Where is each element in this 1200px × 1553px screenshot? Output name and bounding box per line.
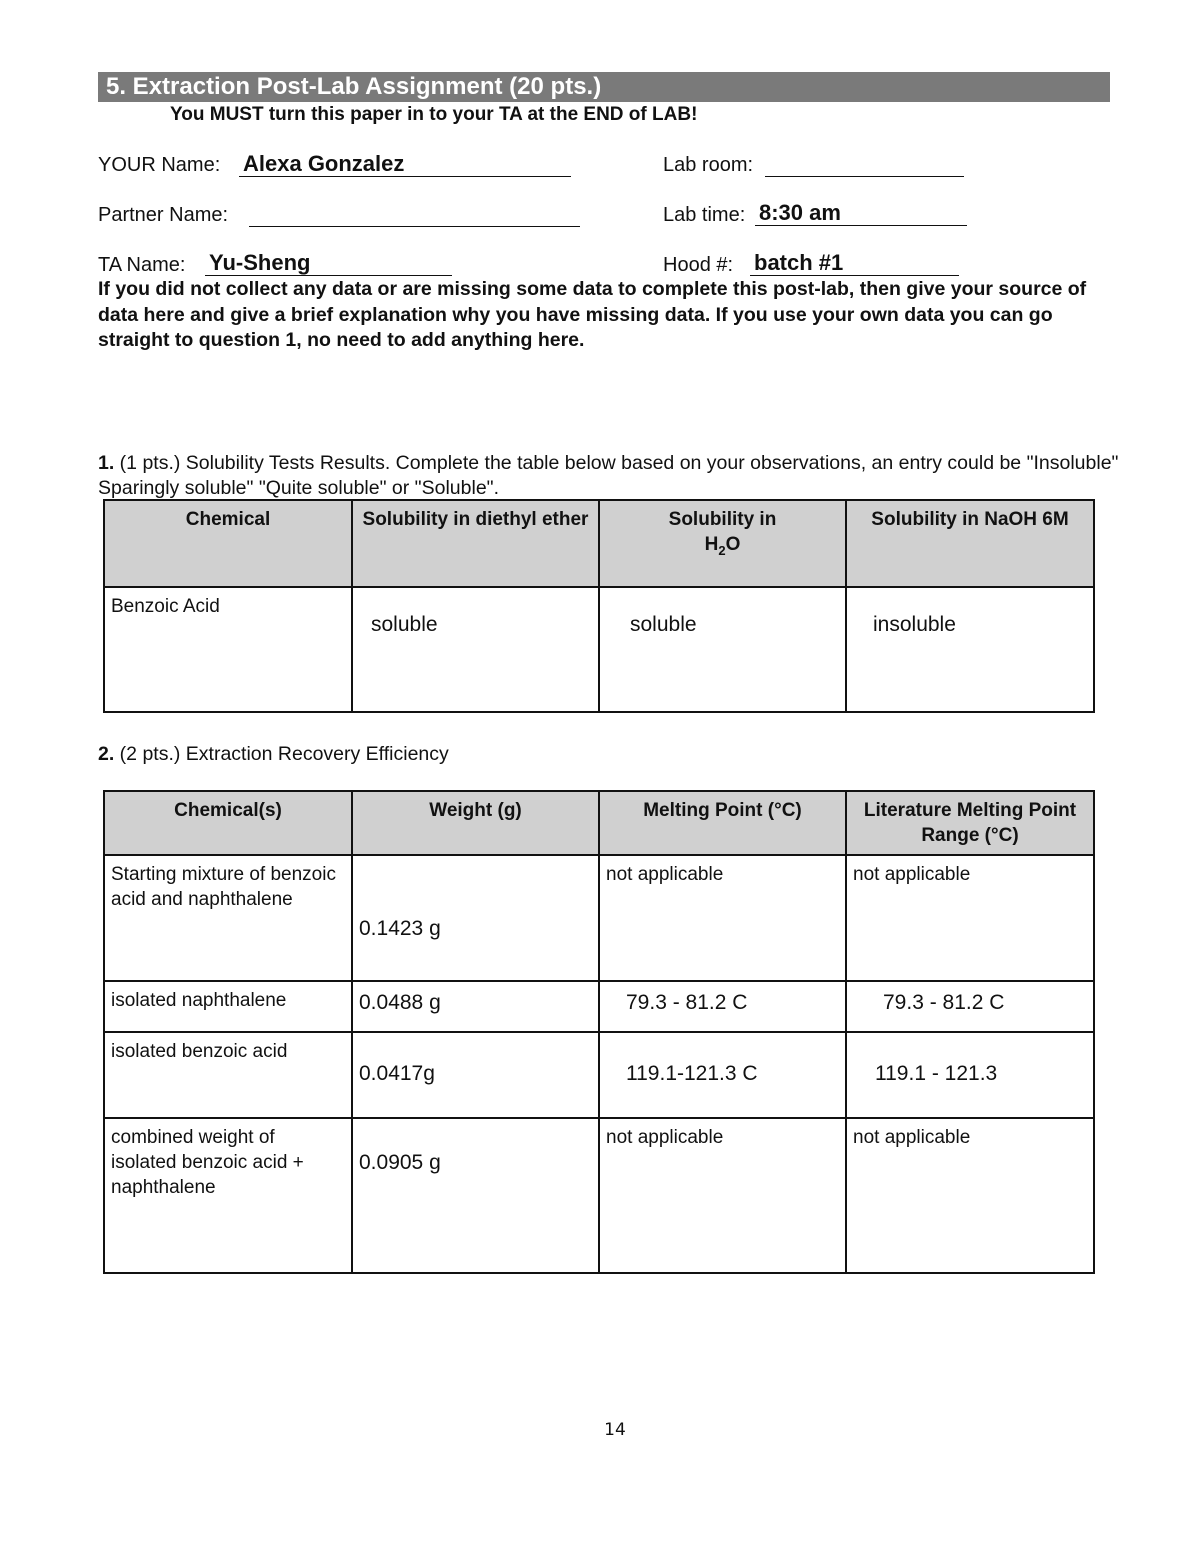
- mp-cell[interactable]: [599, 981, 846, 1032]
- question-1-text: (1 pts.) Solubility Tests Results. Complete the table below based on your observations, an entry could be "Insoluble" Sparingly soluble" "Quite soluble" or "Soluble".: [98, 452, 1119, 499]
- lit-cell: not applicable: [846, 855, 1094, 981]
- lab-room-field[interactable]: [765, 152, 964, 177]
- weight-value: 0.1423 g: [359, 917, 441, 940]
- page-title: 5. Extraction Post-Lab Assignment (20 pts.): [98, 72, 1110, 102]
- hood-field[interactable]: batch #1: [750, 251, 959, 276]
- col-header-naoh: Solubility in NaOH 6M: [846, 500, 1094, 587]
- ta-name-label: TA Name:: [98, 254, 186, 276]
- question-2: [98, 742, 449, 767]
- lit-value: 119.1 - 121.3: [875, 1062, 998, 1085]
- water-header-label: Solubility in: [668, 509, 777, 530]
- naoh-value: insoluble: [873, 613, 956, 636]
- mp-value: 119.1-121.3 C: [626, 1062, 758, 1085]
- weight-value: 0.0417g: [359, 1062, 435, 1085]
- solubility-header-row: [104, 500, 1094, 587]
- mp-cell: not applicable: [599, 855, 846, 981]
- turn-in-instruction: You MUST turn this paper in to your TA at the END of LAB!: [170, 104, 698, 125]
- lab-room-label: Lab room:: [663, 154, 754, 176]
- recovery-table: [103, 790, 1095, 1274]
- chemical-cell: isolated naphthalene: [104, 981, 352, 1032]
- col-header-weight: Weight (g): [352, 791, 599, 855]
- ether-cell[interactable]: [352, 587, 599, 712]
- chemical-cell: Starting mixture of benzoic acid and naphthalene: [104, 855, 352, 981]
- mp-value: 79.3 - 81.2 C: [626, 991, 748, 1014]
- col-header-water: [599, 500, 846, 587]
- table-row: [104, 981, 1094, 1032]
- weight-cell[interactable]: [352, 1118, 599, 1273]
- water-o: O: [725, 534, 741, 555]
- col-header-chemical: Chemical: [104, 500, 352, 587]
- col-header-melting-point: Melting Point (°C): [599, 791, 846, 855]
- table-row: [104, 855, 1094, 981]
- your-name-label: YOUR Name:: [98, 154, 221, 176]
- water-sub: 2: [718, 542, 726, 558]
- lab-time-field[interactable]: 8:30 am: [755, 201, 967, 226]
- chemical-cell: combined weight of isolated benzoic acid + naphthalene: [104, 1118, 352, 1273]
- table-row: [104, 1118, 1094, 1273]
- lit-cell: not applicable: [846, 1118, 1094, 1273]
- weight-cell[interactable]: [352, 855, 599, 981]
- weight-cell[interactable]: [352, 981, 599, 1032]
- naoh-cell[interactable]: [846, 587, 1094, 712]
- col-header-literature-mp: Literature Melting Point Range (°C): [846, 791, 1094, 855]
- ether-value: soluble: [371, 613, 438, 636]
- lab-time-label: Lab time:: [663, 204, 746, 226]
- recovery-header-row: [104, 791, 1094, 855]
- lit-value: 79.3 - 81.2 C: [883, 991, 1005, 1014]
- partner-name-field[interactable]: [249, 202, 580, 227]
- table-row: [104, 1032, 1094, 1118]
- weight-value: 0.0488 g: [359, 991, 441, 1014]
- table-row: [104, 587, 1094, 712]
- missing-data-instructions: If you did not collect any data or are missing some data to complete this post-lab, then give your source of data here and give a brief explanation why you have missing data. If you use your own data you can go straight to question 1, no need to add anything here.: [98, 278, 1087, 351]
- question-2-text: (2 pts.) Extraction Recovery Efficiency: [114, 743, 449, 765]
- chemical-cell: Benzoic Acid: [104, 587, 352, 712]
- weight-cell[interactable]: [352, 1032, 599, 1118]
- question-1: [98, 451, 1138, 501]
- mp-cell[interactable]: [599, 1032, 846, 1118]
- hood-label: Hood #:: [663, 254, 734, 276]
- col-header-chemicals: Chemical(s): [104, 791, 352, 855]
- water-value: soluble: [630, 613, 697, 636]
- your-name-field[interactable]: Alexa Gonzalez: [239, 152, 571, 177]
- water-cell[interactable]: [599, 587, 846, 712]
- weight-value: 0.0905 g: [359, 1151, 441, 1174]
- water-h: H: [704, 534, 719, 555]
- solubility-table: [103, 499, 1095, 713]
- ta-name-field[interactable]: Yu-Sheng: [205, 251, 452, 276]
- partner-name-label: Partner Name:: [98, 204, 229, 226]
- chemical-cell: isolated benzoic acid: [104, 1032, 352, 1118]
- lit-cell[interactable]: [846, 981, 1094, 1032]
- col-header-ether: Solubility in diethyl ether: [352, 500, 599, 587]
- question-1-number: 1.: [98, 452, 115, 474]
- mp-cell: not applicable: [599, 1118, 846, 1273]
- lit-cell[interactable]: [846, 1032, 1094, 1118]
- page-number: 14: [604, 1420, 626, 1440]
- question-2-number: 2.: [98, 743, 115, 765]
